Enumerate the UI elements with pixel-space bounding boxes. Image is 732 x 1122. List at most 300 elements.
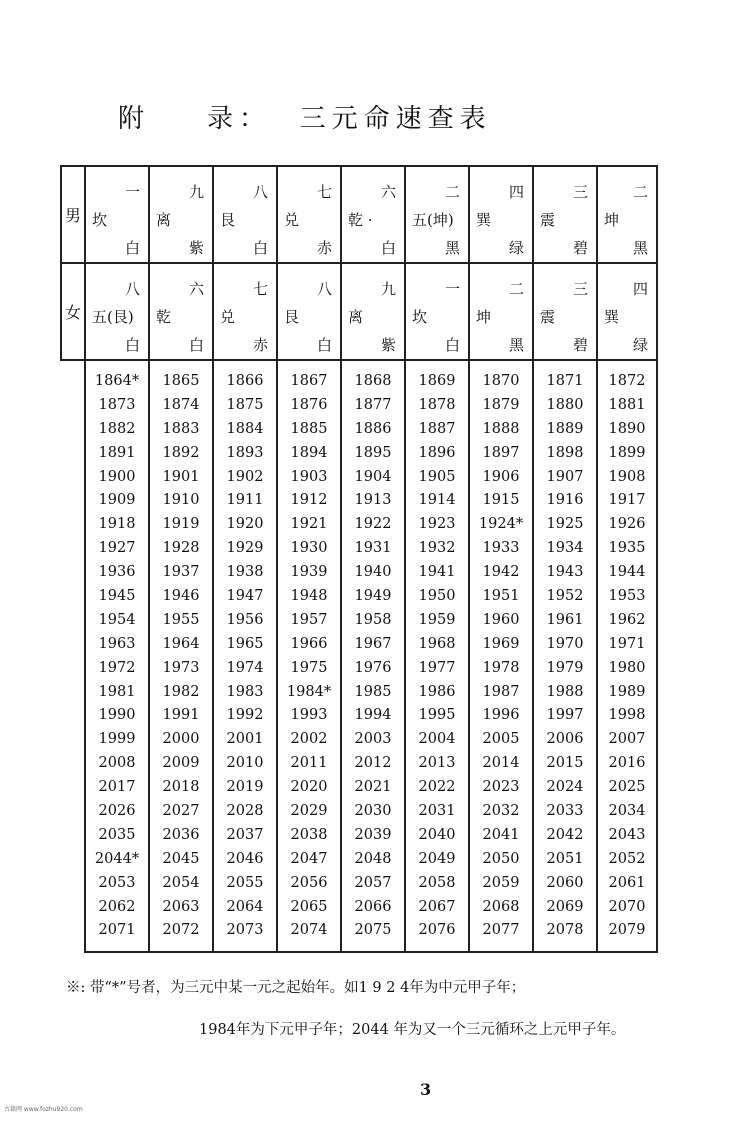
female-header-cell (469, 263, 533, 360)
year-cell: 2021 (354, 779, 392, 796)
header-trigram: 离 (348, 308, 364, 326)
year-cell: 2026 (98, 803, 136, 820)
year-cell: 1944 (608, 564, 646, 581)
year-cell: 1954 (98, 611, 136, 628)
year-cell: 1996 (482, 707, 520, 724)
year-cell: 1918 (98, 516, 136, 533)
year-cell: 2042 (546, 826, 584, 843)
header-number: 二 (444, 183, 460, 201)
year-cell: 1942 (482, 564, 520, 581)
year-cell: 1941 (418, 564, 456, 581)
year-cell: 2018 (162, 779, 200, 796)
page-title: 附 录： 三元命速查表 (118, 104, 492, 134)
year-cell: 1920 (226, 516, 264, 533)
female-header-cell (277, 263, 341, 360)
header-trigram: 乾 (156, 308, 172, 326)
year-cell: 2067 (418, 898, 456, 915)
male-header-cell (469, 166, 533, 263)
year-cell: 1923 (418, 516, 456, 533)
year-cell: 1885 (290, 420, 328, 437)
header-trigram: 震 (540, 308, 556, 326)
year-cell: 2048 (354, 850, 392, 867)
header-color: 碧 (572, 239, 588, 257)
year-cell: 1949 (354, 588, 392, 605)
year-cell: 2009 (162, 755, 200, 772)
header-number: 四 (632, 280, 648, 298)
female-label: 女 (61, 263, 85, 360)
year-cell: 1865 (162, 373, 200, 389)
year-cell: 2025 (608, 779, 646, 796)
year-cell: 2047 (290, 850, 328, 867)
year-cell: 1968 (418, 635, 456, 652)
year-cell: 1919 (162, 516, 200, 533)
female-header-cell (149, 263, 213, 360)
quick-lookup-table (60, 165, 656, 965)
year-cell: 1871 (546, 373, 584, 389)
header-trigram: 五(坤) (412, 211, 454, 229)
male-header-cell (341, 166, 405, 263)
year-cell: 2033 (546, 803, 584, 820)
header-color: 绿 (632, 336, 648, 354)
year-cell: 1982 (162, 683, 200, 700)
year-cell: 1962 (608, 611, 646, 628)
year-cell: 2013 (418, 755, 456, 772)
header-number: 八 (124, 280, 140, 298)
year-cell: 1971 (608, 635, 646, 652)
year-cell: 1893 (226, 444, 264, 461)
year-cell: 1950 (418, 588, 456, 605)
year-cell: 1902 (226, 468, 264, 485)
header-color: 黑 (508, 336, 524, 354)
year-cell: 1915 (482, 492, 520, 509)
header-color: 赤 (252, 336, 268, 354)
year-cell: 1925 (546, 516, 584, 533)
year-column (469, 360, 533, 952)
year-cell: 1984* (286, 683, 332, 700)
year-cell: 2059 (482, 874, 520, 891)
year-cell: 1873 (98, 396, 136, 413)
male-header-cell (533, 166, 597, 263)
year-cell: 2041 (482, 826, 520, 843)
year-cell: 2043 (608, 826, 646, 843)
year-cell: 1886 (354, 420, 392, 437)
header-number: 一 (444, 280, 460, 298)
year-cell: 1888 (482, 420, 520, 437)
year-cell: 2046 (226, 850, 264, 867)
year-cell: 2003 (354, 731, 392, 748)
page-number: 3 (420, 1080, 432, 1099)
year-cell: 1931 (354, 540, 392, 557)
year-cell: 1872 (608, 373, 646, 389)
header-color: 赤 (316, 239, 332, 257)
year-cell: 1880 (546, 396, 584, 413)
year-cell: 1964 (162, 635, 200, 652)
year-cell: 1973 (162, 659, 200, 676)
header-trigram: 艮 (220, 211, 236, 229)
year-cell: 2012 (354, 755, 392, 772)
year-cell: 1986 (418, 683, 456, 700)
year-cell: 1924* (478, 516, 524, 533)
year-cell: 1901 (162, 468, 200, 485)
year-cell: 1970 (546, 635, 584, 652)
year-cell: 2037 (226, 826, 264, 843)
year-cell: 1907 (546, 468, 584, 485)
year-cell: 2075 (354, 922, 392, 939)
year-cell: 2028 (226, 803, 264, 820)
year-cell: 1882 (98, 420, 136, 437)
year-cell: 2006 (546, 731, 584, 748)
year-cell: 1894 (290, 444, 328, 461)
year-cell: 1995 (418, 707, 456, 724)
year-cell: 2078 (546, 922, 584, 939)
year-cell: 1890 (608, 420, 646, 437)
year-column (277, 360, 341, 952)
female-header-cell (533, 263, 597, 360)
year-cell: 1904 (354, 468, 392, 485)
year-cell: 1933 (482, 540, 520, 557)
year-cell: 1921 (290, 516, 328, 533)
header-number: 六 (188, 280, 204, 298)
year-cell: 2073 (226, 922, 264, 939)
year-cell: 2038 (290, 826, 328, 843)
year-cell: 1935 (608, 540, 646, 557)
year-column (533, 360, 597, 952)
year-cell: 1909 (98, 492, 136, 509)
year-cell: 1869 (418, 373, 456, 389)
header-color: 绿 (508, 239, 524, 257)
female-header-cell (597, 263, 657, 360)
year-cell: 1866 (226, 373, 264, 389)
year-cell: 1914 (418, 492, 456, 509)
year-cell: 1898 (546, 444, 584, 461)
year-cell: 2019 (226, 779, 264, 796)
year-cell: 1952 (546, 588, 584, 605)
header-number: 三 (572, 183, 588, 201)
year-cell: 1905 (418, 468, 456, 485)
year-cell: 2066 (354, 898, 392, 915)
year-cell: 1960 (482, 611, 520, 628)
year-cell: 2008 (98, 755, 136, 772)
year-cell: 1980 (608, 659, 646, 676)
year-cell: 2077 (482, 922, 520, 939)
year-cell: 1975 (290, 659, 328, 676)
year-cell: 1897 (482, 444, 520, 461)
female-header-row (61, 263, 657, 360)
year-cell: 2002 (290, 731, 328, 748)
table (60, 165, 658, 953)
year-cell: 2061 (608, 874, 646, 891)
header-color: 碧 (572, 336, 588, 354)
year-cell: 1930 (290, 540, 328, 557)
year-column (85, 360, 149, 952)
year-cell: 1910 (162, 492, 200, 509)
year-cell: 1911 (226, 492, 264, 509)
header-number: 七 (316, 183, 332, 201)
year-cell: 2010 (226, 755, 264, 772)
year-cell: 1895 (354, 444, 392, 461)
year-cell: 1932 (418, 540, 456, 557)
year-cell: 2053 (98, 874, 136, 891)
year-cell: 2011 (290, 755, 328, 772)
year-cell: 1878 (418, 396, 456, 413)
years-row (61, 360, 657, 952)
year-cell: 1981 (98, 683, 136, 700)
header-number: 二 (508, 280, 524, 298)
header-number: 八 (252, 183, 268, 201)
year-cell: 1876 (290, 396, 328, 413)
year-cell: 1896 (418, 444, 456, 461)
year-cell: 1926 (608, 516, 646, 533)
year-cell: 1913 (354, 492, 392, 509)
header-color: 白 (124, 239, 140, 257)
year-cell: 2070 (608, 898, 646, 915)
year-cell: 1963 (98, 635, 136, 652)
year-cell: 2064 (226, 898, 264, 915)
year-cell: 2056 (290, 874, 328, 891)
year-cell: 2029 (290, 803, 328, 820)
year-cell: 1985 (354, 683, 392, 700)
year-cell: 1916 (546, 492, 584, 509)
year-cell: 2045 (162, 850, 200, 867)
year-cell: 1955 (162, 611, 200, 628)
year-cell: 2072 (162, 922, 200, 939)
year-cell: 1934 (546, 540, 584, 557)
year-column (213, 360, 277, 952)
year-cell: 2068 (482, 898, 520, 915)
year-cell: 1908 (608, 468, 646, 485)
year-cell: 1875 (226, 396, 264, 413)
female-header-cell (213, 263, 277, 360)
year-cell: 1997 (546, 707, 584, 724)
header-color: 白 (124, 336, 140, 354)
male-header-cell (213, 166, 277, 263)
header-trigram: 乾 · (348, 211, 373, 229)
year-cell: 2022 (418, 779, 456, 796)
year-cell: 2040 (418, 826, 456, 843)
header-color: 紫 (380, 336, 396, 354)
header-trigram: 离 (156, 211, 172, 229)
header-color: 白 (380, 239, 396, 257)
year-cell: 1899 (608, 444, 646, 461)
year-cell: 1998 (608, 707, 646, 724)
header-trigram: 震 (540, 211, 556, 229)
year-cell: 2060 (546, 874, 584, 891)
year-cell: 2076 (418, 922, 456, 939)
year-cell: 1943 (546, 564, 584, 581)
year-cell: 2057 (354, 874, 392, 891)
year-cell: 2001 (226, 731, 264, 748)
year-cell: 1927 (98, 540, 136, 557)
year-cell: 1999 (98, 731, 136, 748)
watermark-text: 古籍网 www.fozhu920.com (4, 1106, 83, 1113)
year-cell: 1868 (354, 373, 392, 389)
year-column (149, 360, 213, 952)
header-trigram: 巽 (604, 308, 620, 326)
footnote-line-2: 1984年为下元甲子年；2044 年为又一个三元循环之上元甲子年。 (199, 1022, 626, 1038)
male-header-cell (277, 166, 341, 263)
header-number: 九 (380, 280, 396, 298)
footnote-line-1: ※: 带“*”号者，为三元中某一元之起始年。如1 9 2 4年为中元甲子年； (66, 980, 526, 996)
year-cell: 1951 (482, 588, 520, 605)
year-cell: 1891 (98, 444, 136, 461)
year-cell: 1903 (290, 468, 328, 485)
year-cell: 1956 (226, 611, 264, 628)
year-cell: 1994 (354, 707, 392, 724)
header-number: 六 (380, 183, 396, 201)
header-trigram: 艮 (284, 308, 300, 326)
header-number: 三 (572, 280, 588, 298)
year-cell: 2016 (608, 755, 646, 772)
header-number: 九 (188, 183, 204, 201)
header-number: 七 (252, 280, 268, 298)
male-label: 男 (61, 166, 85, 263)
header-trigram: 五(艮) (92, 308, 134, 326)
year-column (597, 360, 657, 952)
header-trigram: 巽 (476, 211, 492, 229)
year-cell: 1976 (354, 659, 392, 676)
year-cell: 2051 (546, 850, 584, 867)
year-cell: 1945 (98, 588, 136, 605)
header-number: 八 (316, 280, 332, 298)
header-color: 黑 (444, 239, 460, 257)
year-cell: 1881 (608, 396, 646, 413)
year-cell: 1883 (162, 420, 200, 437)
year-cell: 2031 (418, 803, 456, 820)
year-cell: 1940 (354, 564, 392, 581)
year-cell: 2014 (482, 755, 520, 772)
year-cell: 1966 (290, 635, 328, 652)
blank-cell (61, 360, 85, 952)
year-cell: 1939 (290, 564, 328, 581)
year-cell: 1947 (226, 588, 264, 605)
year-cell: 2039 (354, 826, 392, 843)
header-color: 白 (444, 336, 460, 354)
year-cell: 1912 (290, 492, 328, 509)
year-cell: 1917 (608, 492, 646, 509)
year-cell: 1879 (482, 396, 520, 413)
year-cell: 1884 (226, 420, 264, 437)
year-cell: 1877 (354, 396, 392, 413)
year-cell: 2017 (98, 779, 136, 796)
year-cell: 2036 (162, 826, 200, 843)
year-cell: 2005 (482, 731, 520, 748)
year-cell: 2024 (546, 779, 584, 796)
year-cell: 1946 (162, 588, 200, 605)
year-cell: 1864* (94, 373, 140, 389)
year-column (341, 360, 405, 952)
year-cell: 2034 (608, 803, 646, 820)
year-cell: 1987 (482, 683, 520, 700)
header-trigram: 坤 (604, 211, 620, 229)
year-cell: 1989 (608, 683, 646, 700)
year-cell: 1957 (290, 611, 328, 628)
year-cell: 1967 (354, 635, 392, 652)
year-cell: 2027 (162, 803, 200, 820)
year-cell: 1937 (162, 564, 200, 581)
header-trigram: 坎 (412, 308, 428, 326)
header-color: 白 (188, 336, 204, 354)
year-cell: 2055 (226, 874, 264, 891)
male-header-cell (405, 166, 469, 263)
header-trigram: 兑 (220, 308, 236, 326)
year-cell: 1953 (608, 588, 646, 605)
year-cell: 1959 (418, 611, 456, 628)
female-header-cell (341, 263, 405, 360)
year-cell: 2063 (162, 898, 200, 915)
header-number: 二 (632, 183, 648, 201)
year-cell: 1929 (226, 540, 264, 557)
header-color: 黑 (632, 239, 648, 257)
year-cell: 2044* (94, 850, 140, 867)
year-cell: 1993 (290, 707, 328, 724)
year-cell: 2049 (418, 850, 456, 867)
year-cell: 1988 (546, 683, 584, 700)
year-cell: 1922 (354, 516, 392, 533)
year-column (405, 360, 469, 952)
year-cell: 1958 (354, 611, 392, 628)
year-cell: 1965 (226, 635, 264, 652)
year-cell: 2050 (482, 850, 520, 867)
header-trigram: 坤 (476, 308, 492, 326)
year-cell: 2015 (546, 755, 584, 772)
year-cell: 1983 (226, 683, 264, 700)
year-cell: 1948 (290, 588, 328, 605)
year-cell: 1974 (226, 659, 264, 676)
year-cell: 2023 (482, 779, 520, 796)
year-cell: 2030 (354, 803, 392, 820)
female-header-cell (405, 263, 469, 360)
year-cell: 1972 (98, 659, 136, 676)
year-cell: 1977 (418, 659, 456, 676)
year-cell: 2062 (98, 898, 136, 915)
header-number: 四 (508, 183, 524, 201)
header-trigram: 坎 (92, 211, 108, 229)
male-header-cell (85, 166, 149, 263)
year-cell: 1936 (98, 564, 136, 581)
year-cell: 1870 (482, 373, 520, 389)
year-cell: 2054 (162, 874, 200, 891)
year-cell: 1991 (162, 707, 200, 724)
year-cell: 1874 (162, 396, 200, 413)
year-cell: 2065 (290, 898, 328, 915)
year-cell: 1889 (546, 420, 584, 437)
year-cell: 1961 (546, 611, 584, 628)
year-cell: 1938 (226, 564, 264, 581)
year-cell: 1906 (482, 468, 520, 485)
header-color: 白 (252, 239, 268, 257)
year-cell: 1979 (546, 659, 584, 676)
year-cell: 1867 (290, 373, 328, 389)
year-cell: 2052 (608, 850, 646, 867)
female-header-cell (85, 263, 149, 360)
year-cell: 2032 (482, 803, 520, 820)
year-cell: 2069 (546, 898, 584, 915)
year-cell: 2074 (290, 922, 328, 939)
year-cell: 2058 (418, 874, 456, 891)
year-cell: 1992 (226, 707, 264, 724)
year-cell: 1990 (98, 707, 136, 724)
year-cell: 2079 (608, 922, 646, 939)
year-cell: 2035 (98, 826, 136, 843)
male-header-cell (149, 166, 213, 263)
header-color: 紫 (188, 239, 204, 257)
year-cell: 1969 (482, 635, 520, 652)
year-cell: 1892 (162, 444, 200, 461)
year-cell: 2000 (162, 731, 200, 748)
year-cell: 2071 (98, 922, 136, 939)
year-cell: 1887 (418, 420, 456, 437)
year-cell: 1928 (162, 540, 200, 557)
